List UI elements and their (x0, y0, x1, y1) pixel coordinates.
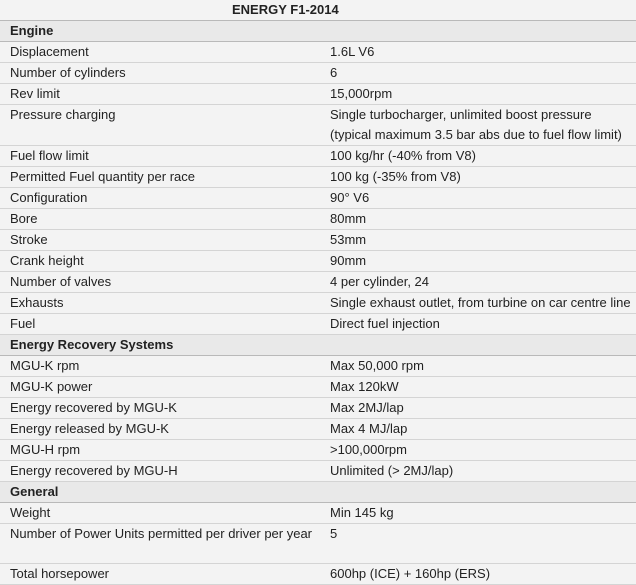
spec-label: Stroke (0, 230, 318, 251)
spec-label: Number of valves (0, 272, 318, 293)
spec-value: 100 kg (-35% from V8) (318, 167, 636, 188)
table-row (0, 188, 636, 209)
spec-label: Energy released by MGU-K (0, 419, 318, 440)
spec-value: 90° V6 (318, 188, 636, 209)
table-row (0, 272, 636, 293)
spec-value: Unlimited (> 2MJ/lap) (318, 461, 636, 482)
spec-label: Configuration (0, 188, 318, 209)
section-header-energy-recovery (0, 335, 636, 356)
table-row (0, 105, 636, 146)
spec-label: MGU-H rpm (0, 440, 318, 461)
table-row (0, 398, 636, 419)
spec-value: 53mm (318, 230, 636, 251)
spec-label: Crank height (0, 251, 318, 272)
spec-label: Permitted Fuel quantity per race (0, 167, 318, 188)
spec-value: 5 (318, 524, 636, 564)
spec-value: Max 120kW (318, 377, 636, 398)
section-header-general (0, 482, 636, 503)
spec-label: Fuel (0, 314, 318, 335)
spec-label: MGU-K rpm (0, 356, 318, 377)
spec-value: Max 2MJ/lap (318, 398, 636, 419)
table-row (0, 503, 636, 524)
table-row (0, 63, 636, 84)
spec-label: Energy recovered by MGU-H (0, 461, 318, 482)
spec-label: Rev limit (0, 84, 318, 105)
section-heading: General (0, 482, 636, 503)
spec-value: Min 145 kg (318, 503, 636, 524)
spec-label: Fuel flow limit (0, 146, 318, 167)
table-row (0, 293, 636, 314)
section-heading: Engine (0, 21, 636, 42)
spec-label: Exhausts (0, 293, 318, 314)
spec-value: Single exhaust outlet, from turbine on car centre line (318, 293, 636, 314)
table-row (0, 230, 636, 251)
spec-value: 1.6L V6 (318, 42, 636, 63)
spec-value: Max 4 MJ/lap (318, 419, 636, 440)
table-title-row (0, 0, 636, 21)
spec-label: Bore (0, 209, 318, 230)
table-row (0, 377, 636, 398)
spec-label: Pressure charging (0, 105, 318, 146)
spec-value: 4 per cylinder, 24 (318, 272, 636, 293)
table-row (0, 356, 636, 377)
table-row (0, 461, 636, 482)
section-heading: Energy Recovery Systems (0, 335, 636, 356)
spec-label: Number of Power Units permitted per driver per year (0, 524, 318, 564)
table-row (0, 84, 636, 105)
spec-value: >100,000rpm (318, 440, 636, 461)
spec-value: Max 50,000 rpm (318, 356, 636, 377)
spec-value: Direct fuel injection (318, 314, 636, 335)
spec-value: 100 kg/hr (-40% from V8) (318, 146, 636, 167)
spec-value: 15,000rpm (318, 84, 636, 105)
spec-value: 80mm (318, 209, 636, 230)
spec-value: 6 (318, 63, 636, 84)
table-row (0, 440, 636, 461)
spec-value: 600hp (ICE) + 160hp (ERS) (318, 564, 636, 585)
table-row (0, 209, 636, 230)
spec-value: Single turbocharger, unlimited boost pressure (typical maximum 3.5 bar abs due to fuel flow limit) (318, 105, 636, 146)
spec-label: Energy recovered by MGU-K (0, 398, 318, 419)
table-row (0, 419, 636, 440)
spec-label: MGU-K power (0, 377, 318, 398)
spec-value: 90mm (318, 251, 636, 272)
table-row (0, 251, 636, 272)
table-row (0, 167, 636, 188)
spec-label: Weight (0, 503, 318, 524)
spec-label: Displacement (0, 42, 318, 63)
section-header-engine (0, 21, 636, 42)
table-row (0, 314, 636, 335)
table-row (0, 564, 636, 585)
table-title: ENERGY F1-2014 (0, 0, 636, 21)
spec-label: Number of cylinders (0, 63, 318, 84)
spec-label: Total horsepower (0, 564, 318, 585)
table-row (0, 42, 636, 63)
table-row (0, 524, 636, 564)
table-row (0, 146, 636, 167)
